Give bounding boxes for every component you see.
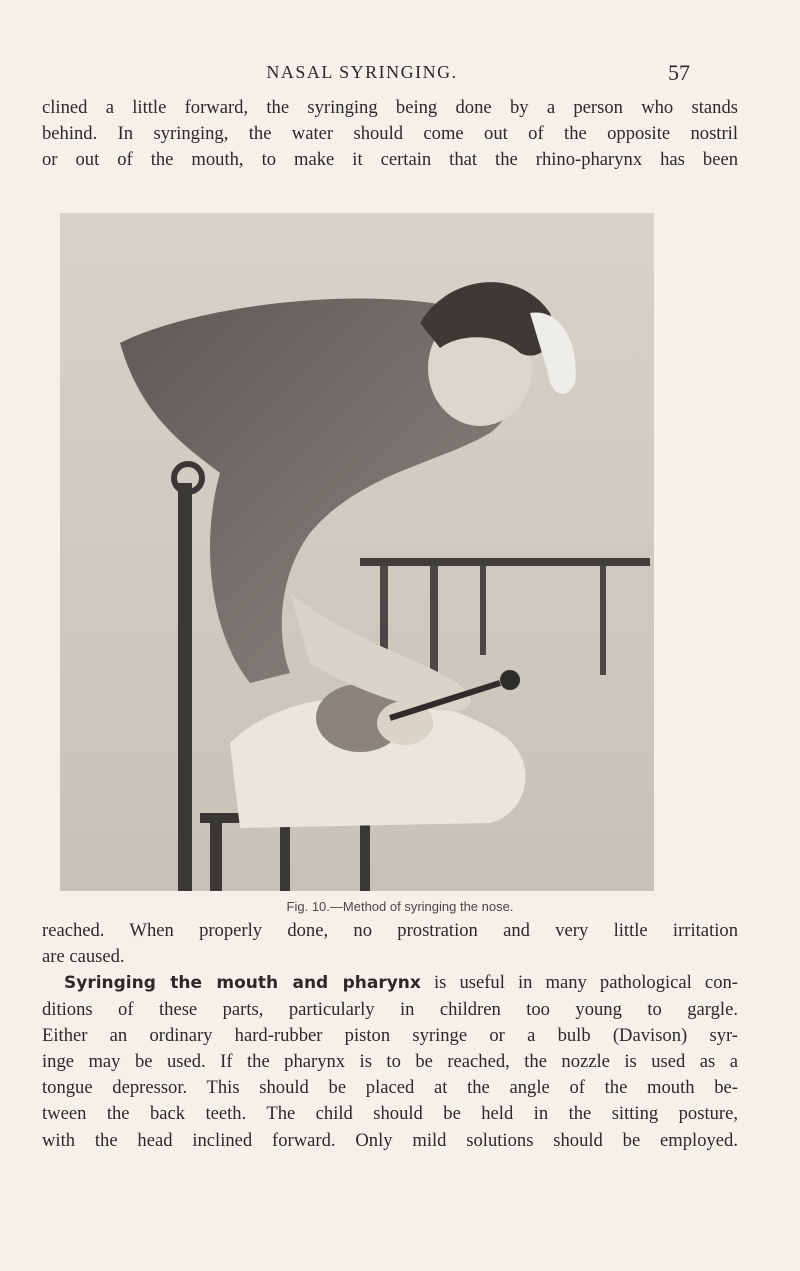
text-line: tongue depressor. This should be placed at the angle of the mouth be- — [42, 1077, 738, 1099]
text-line: reached. When properly done, no prostration and very little irritation — [42, 920, 738, 941]
figure-caption: Fig. 10.—Method of syringing the nose. — [286, 899, 514, 914]
text-line: Either an ordinary hard-rubber piston syringe or a bulb (Davison) syr- — [42, 1024, 738, 1046]
text-line: ditions of these parts, particularly in children too young to gargle. — [42, 998, 738, 1020]
text-line: or out of the mouth, to make it certain that the rhino-pharynx has been — [42, 149, 738, 171]
text-line: clined a little forward, the syringing being done by a person who stands — [42, 97, 738, 118]
text-line: tween the back teeth. The child should be held in the sitting posture, — [42, 1103, 738, 1125]
bottom-paragraphs — [42, 918, 738, 1154]
text-fragment: is useful in many pathological con- — [433, 972, 738, 994]
top-paragraph — [42, 95, 738, 174]
section-first-line — [42, 970, 738, 996]
page-number: 57 — [668, 60, 690, 85]
figure-illustration — [60, 213, 654, 891]
running-title: NASAL SYRINGING. — [266, 62, 458, 82]
section-heading: Syringing the mouth and pharynx — [64, 973, 421, 994]
text-line: with the head inclined forward. Only mild solutions should be employed. — [42, 1129, 738, 1151]
nasal-syringing-illustration — [60, 213, 654, 891]
text-line: behind. In syringing, the water should come out of the opposite nostril — [42, 123, 738, 145]
running-head — [0, 58, 800, 88]
text-line: are caused. — [42, 946, 125, 968]
text-line: inge may be used. If the pharynx is to be reached, the nozzle is used as a — [42, 1051, 738, 1073]
